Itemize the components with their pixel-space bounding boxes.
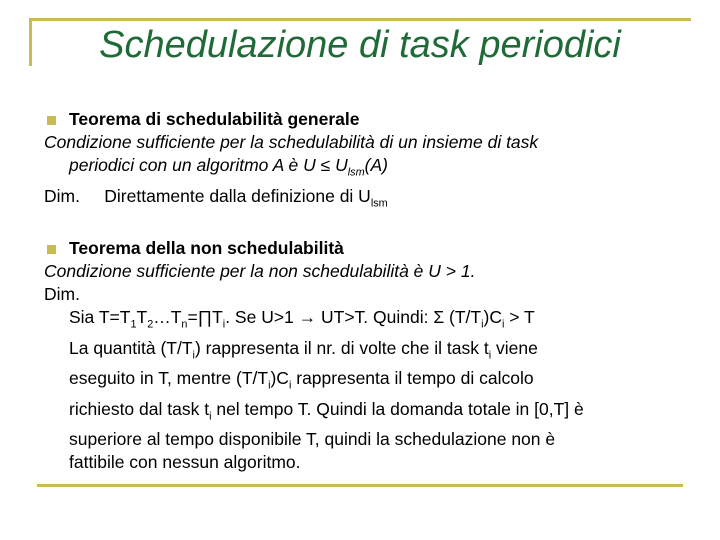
dim-text: Direttamente dalla definizione di U (104, 185, 371, 206)
spacer (44, 215, 684, 237)
dim-label: Dim. (44, 185, 80, 206)
proof-line3: eseguito in T, mentre $(T/T_i)C_i$ rappresenta il tempo di calcolo (69, 368, 534, 392)
bottom-rule (37, 484, 683, 487)
theorem-general-heading: Teorema di schedulabilità generale (69, 109, 360, 129)
proof-line4: richiesto dal task $t_i$ nel tempo T. Quindi la domanda totale in [0,T] è (69, 398, 584, 422)
condition-general-text: periodici con un algoritmo A è U (69, 155, 316, 175)
slide-content (44, 108, 684, 474)
proof-line5: superiore al tempo disponibile T, quindi la schedulazione non è (69, 429, 556, 449)
page-title: Schedulazione di task periodici (99, 24, 621, 66)
proof-line2: La quantità $(T/T_i)$ rappresenta il nr. di volte che il task $t_i$ viene (69, 337, 538, 361)
theorem-non-heading: Teorema della non schedulabilità (69, 238, 344, 258)
square-bullet-icon (47, 245, 56, 254)
condition-non-line: Condizione sufficiente per la non schedulabilità è U > 1. (44, 261, 476, 281)
bullet-theorem-general (44, 108, 684, 131)
proof-line1: Sia $T=T_1T_2\dots T_n=\prod T_i$. Se U>1 → UT>T. Quindi: Σ $(T/T_i)C_i > T$ (69, 307, 535, 331)
bullet-theorem-non (44, 237, 684, 260)
proof-line6: fattibile con nessun algoritmo. (69, 452, 301, 472)
square-bullet-icon (47, 116, 56, 125)
le-symbol: ≤ (320, 155, 331, 175)
algorithm-arg: (A) (364, 155, 388, 175)
ulsm-subscript: lsm (347, 166, 365, 179)
condition-general-line2 (44, 154, 684, 185)
frame-top-bar (29, 18, 691, 21)
dim-subscript: lsm (370, 197, 388, 209)
dim-general-line (44, 185, 684, 216)
dim-non-label: Dim. (44, 284, 80, 304)
ulsm-symbol: U (335, 155, 348, 175)
condition-general-line1: Condizione sufficiente per la schedulabilità di un insieme di task (44, 132, 539, 152)
